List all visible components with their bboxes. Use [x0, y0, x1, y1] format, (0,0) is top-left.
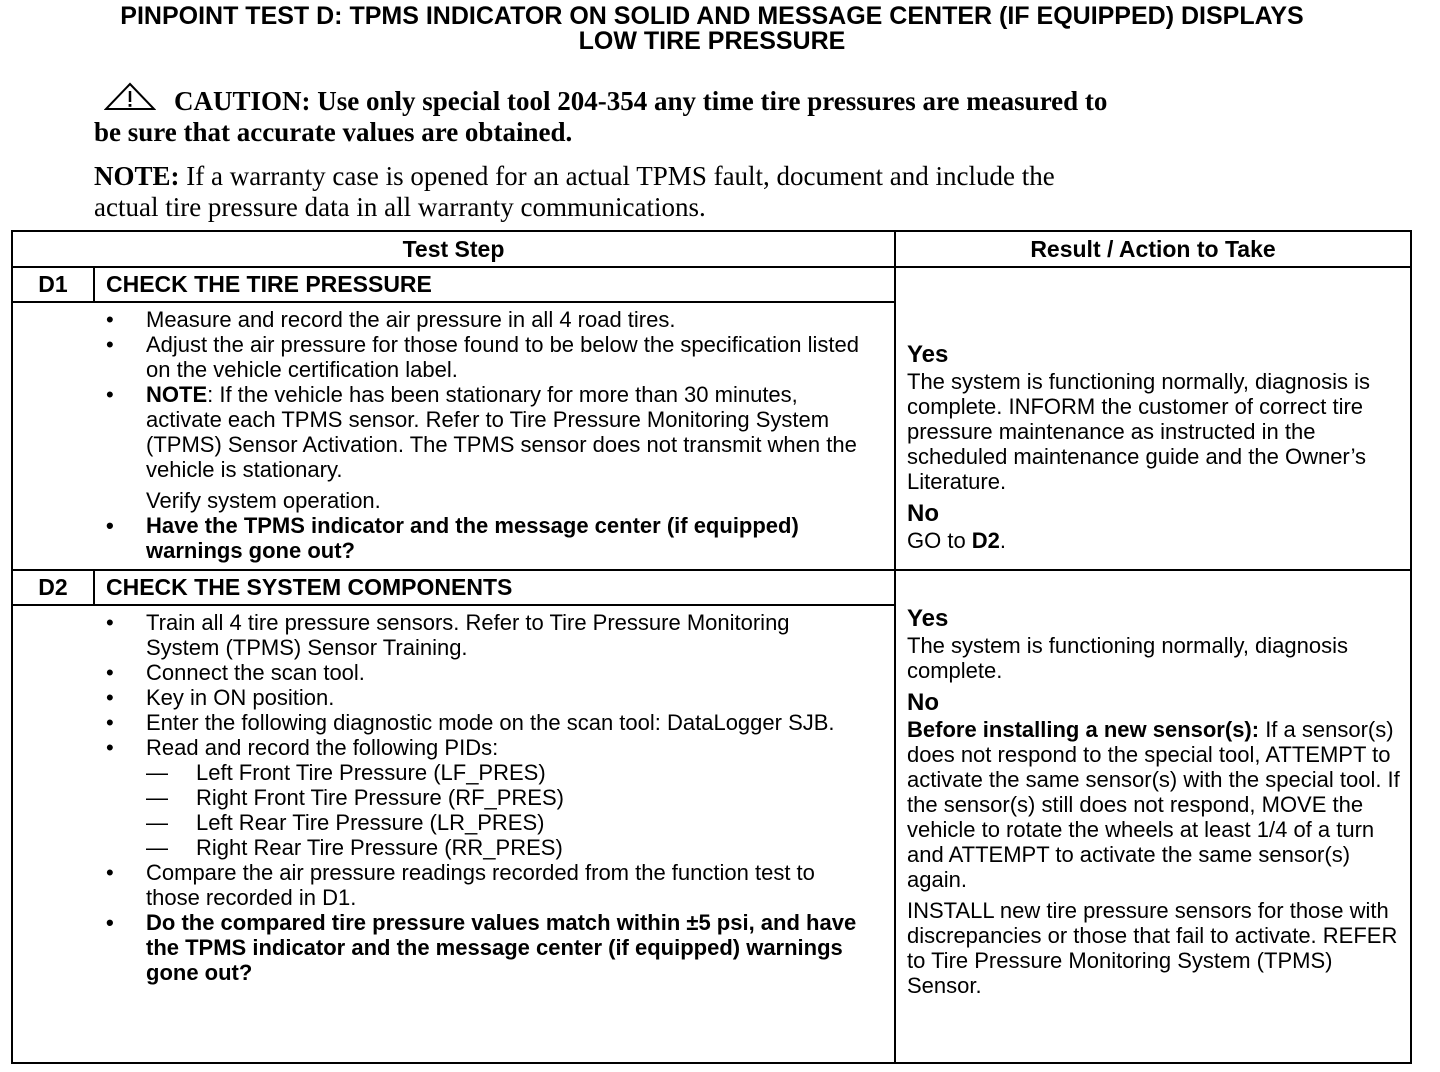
- header-test-step: Test Step: [12, 231, 895, 267]
- list-item: • Connect the scan tool.: [106, 660, 365, 685]
- result-yes-label-d2: Yes: [907, 605, 949, 632]
- step-body-d2: [12, 605, 895, 1063]
- result-install-text-d2: INSTALL new tire pressure sensors for those with discrepancies or those that fail to activate. REFER to Tire Pressure Monitoring System (TPMS) Sensor.: [907, 898, 1398, 998]
- result-no-text-d1: [907, 528, 1404, 553]
- result-no-end-d1: .: [999, 527, 1007, 553]
- list-item: • Train all 4 tire pressure sensors. Refer to Tire Pressure Monitoring System (TPMS) Sensor Training.: [106, 610, 790, 660]
- result-cell-d1: [895, 267, 1411, 570]
- list-item: • Measure and record the air pressure in all 4 road tires.: [106, 307, 676, 332]
- header-result-action: Result / Action to Take: [895, 231, 1411, 267]
- pid-item: — Left Front Tire Pressure (LF_PRES): [146, 760, 546, 785]
- list-item: • Compare the air pressure readings recorded from the function test to those recorded in D1.: [106, 860, 815, 910]
- list-item-question: • Have the TPMS indicator and the message center (if equipped) warnings gone out?: [106, 513, 799, 563]
- step-d1-title-row: [12, 267, 1411, 302]
- result-yes-label-d1: Yes: [907, 340, 949, 368]
- note-label: NOTE:: [94, 161, 180, 191]
- result-no-link-d2[interactable]: D2: [971, 527, 1000, 553]
- title-line-1: PINPOINT TEST D: TPMS INDICATOR ON SOLID AND MESSAGE CENTER (IF EQUIPPED) DISPLAYS: [120, 2, 1304, 30]
- note-line-1: If a warranty case is opened for an actual TPMS fault, document and include the: [179, 161, 1055, 191]
- caution-line-1: CAUTION: Use only special tool 204-354 any time tire pressures are measured to: [174, 86, 1108, 116]
- note-block: [94, 161, 1294, 223]
- pid-item: — Right Front Tire Pressure (RF_PRES): [146, 785, 564, 810]
- list-item: • Enter the following diagnostic mode on the scan tool: DataLogger SJB.: [106, 710, 835, 735]
- step-body-d1: [12, 302, 895, 570]
- result-no-label-d1: No: [907, 499, 939, 527]
- list-item: Verify system operation.: [146, 488, 381, 513]
- caution-block: [94, 86, 1294, 148]
- step-title-d1: CHECK THE TIRE PRESSURE: [94, 267, 895, 302]
- title-line-2: LOW TIRE PRESSURE: [578, 27, 846, 55]
- step-list-d2: [13, 610, 894, 985]
- step-id-d1: D1: [12, 267, 94, 302]
- list-item: • Read and record the following PIDs:: [106, 735, 499, 760]
- result-yes-text-d1: The system is functioning normally, diagnosis is complete. INFORM the customer of correct tire pressure maintenance as instructed in the scheduled maintenance guide and the Owner’s Literature.: [907, 368, 1371, 494]
- list-item: • Adjust the air pressure for those found to be below the specification listed on the vehicle certification label.: [106, 332, 859, 382]
- list-item: • NOTE: If the vehicle has been stationary for more than 30 minutes, activate each TPMS sensor. Refer to Tire Pressure Monitoring System (TPMS) Sensor Activation. The TPMS sensor does not transmit when the vehicle is stationary.: [106, 382, 857, 482]
- result-no-text-d2: Before installing a new sensor(s): If a sensor(s) does not respond to the special tool, ATTEMPT to activate the same sensor(s) with the special tool. If the sensor(s) still does not respond, MOVE the vehicle to rotate the wheels at least 1/4 of a turn and ATTEMPT to activate the same sensor(s) again.: [907, 717, 1400, 892]
- list-item: • Key in ON position.: [106, 685, 335, 710]
- page-title: [0, 4, 1424, 54]
- note-line-2: actual tire pressure data in all warranty communications.: [94, 192, 706, 222]
- list-item-question: • Do the compared tire pressure values match within ±5 psi, and have the TPMS indicator and the message center (if equipped) warnings gone out?: [106, 910, 857, 985]
- result-cell-d2: [895, 570, 1411, 1063]
- table-header-row: [12, 231, 1411, 267]
- warning-triangle-icon: [104, 82, 156, 112]
- step-d2-title-row: [12, 570, 1411, 605]
- pinpoint-test-table: [11, 230, 1412, 1064]
- pid-item: — Left Rear Tire Pressure (LR_PRES): [146, 810, 545, 835]
- caution-line-2: be sure that accurate values are obtained.: [94, 117, 573, 147]
- step-title-d2: CHECK THE SYSTEM COMPONENTS: [94, 570, 895, 605]
- result-no-label-d2: No: [907, 689, 939, 716]
- result-yes-text-d2: The system is functioning normally, diagnosis complete.: [907, 633, 1349, 683]
- pid-item: — Right Rear Tire Pressure (RR_PRES): [146, 835, 563, 860]
- result-no-go-d1: GO to: [907, 527, 972, 553]
- step-list-d1: [13, 307, 894, 563]
- step-id-d2: D2: [12, 570, 94, 605]
